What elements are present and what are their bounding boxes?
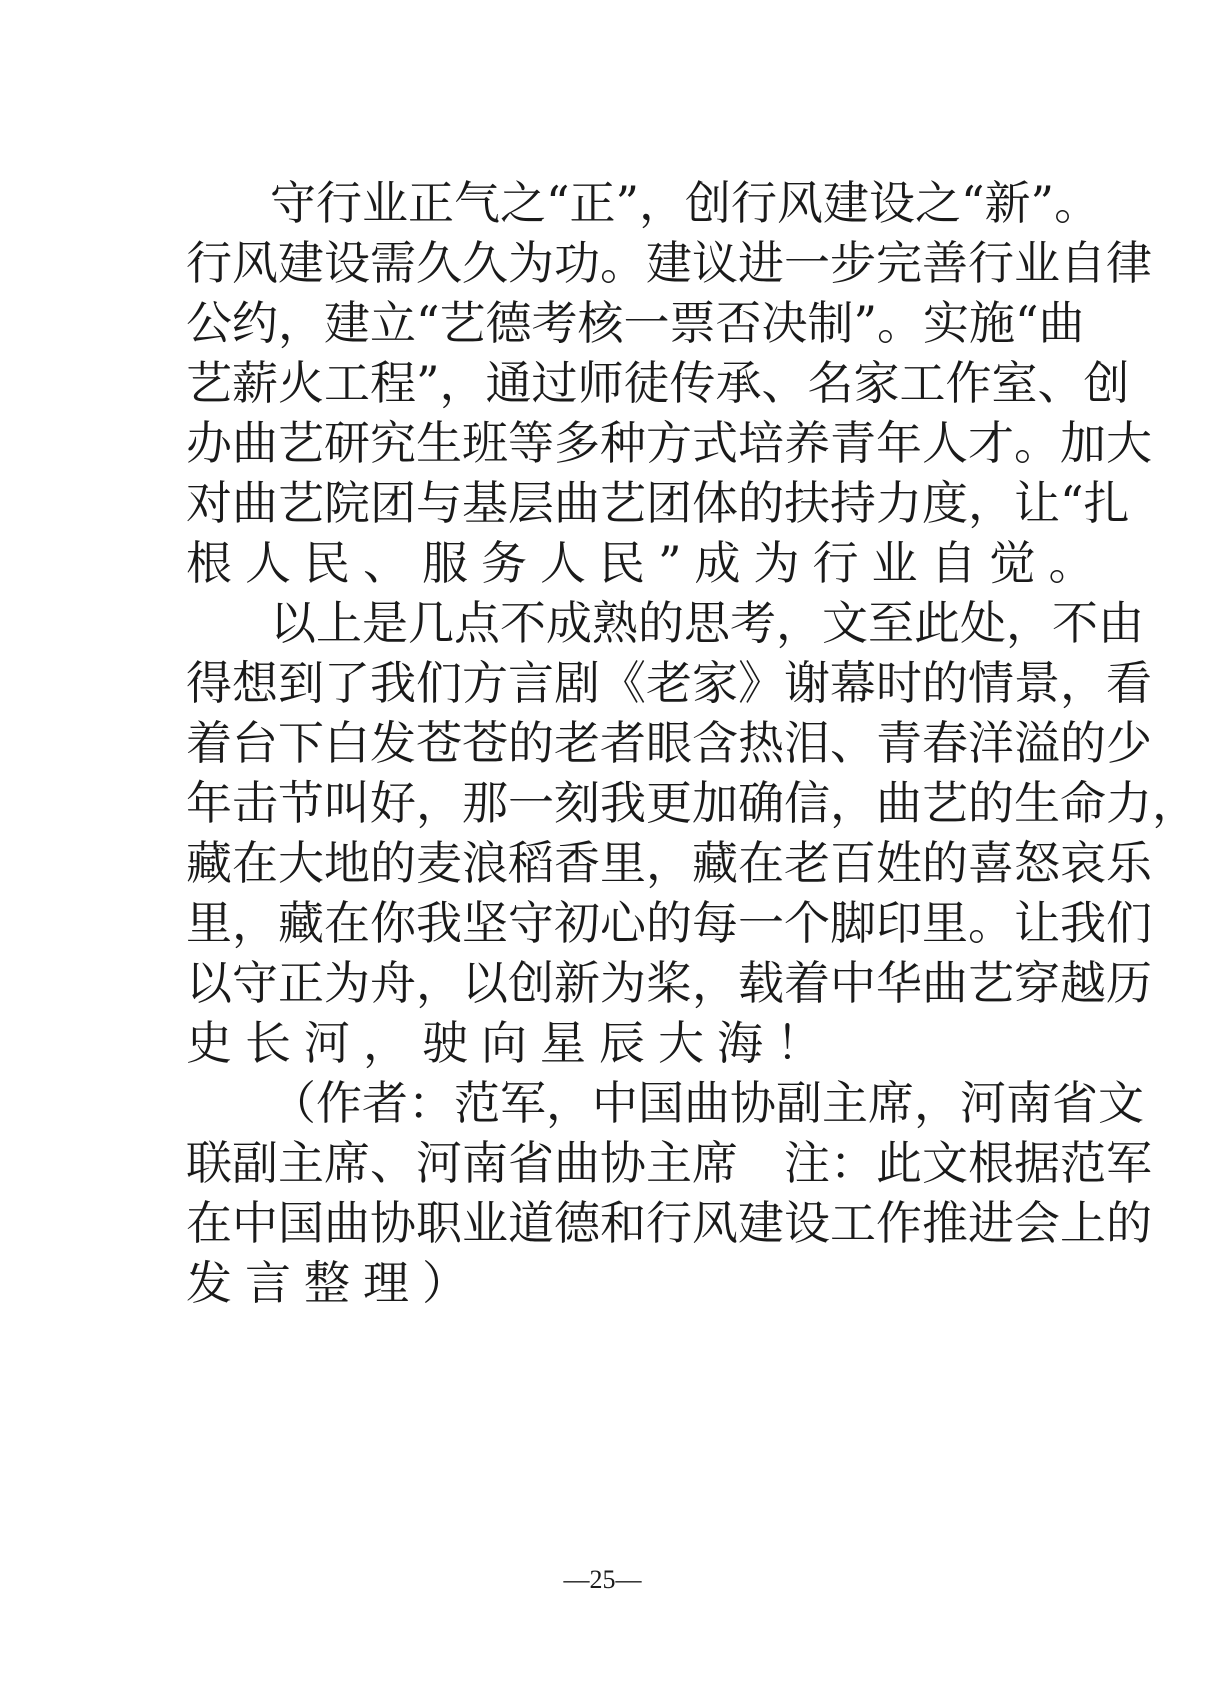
text-line: 年击节叫好，那一刻我更加确信，曲艺的生命力， [186,776,1198,830]
paragraph-conclusion [186,593,1198,1073]
text-line: 在中国曲协职业道德和行风建设工作推进会上的 [186,1196,1152,1250]
text-line: 公约，建立“艺德考核一票否决制”。实施“曲 [186,296,1085,350]
text-line: （作者：范军，中国曲协副主席，河南省文 [270,1076,1144,1130]
text-line: 办曲艺研究生班等多种方式培养青年人才。加大 [186,416,1152,470]
text-line: 行风建设需久久为功。建议进一步完善行业自律 [186,236,1152,290]
text-line: 史长河，驶向星辰大海！ [186,1016,835,1070]
text-line: 守行业正气之“正”，创行风建设之“新”。 [270,176,1101,230]
author-note [186,1073,1152,1313]
article-body [186,173,1198,1313]
text-line: 以守正为舟，以创新为桨，载着中华曲艺穿越历 [186,956,1152,1010]
text-line: 对曲艺院团与基层曲艺团体的扶持力度，让“扎 [186,476,1130,530]
text-line: 里，藏在你我坚守初心的每一个脚印里。让我们 [186,896,1152,950]
text-line: 联副主席、河南省曲协主席 注：此文根据范军 [186,1136,1152,1190]
page-number: —25— [563,1565,642,1594]
text-line: 藏在大地的麦浪稻香里，藏在老百姓的喜怒哀乐 [186,836,1152,890]
text-line: 以上是几点不成熟的思考，文至此处，不由 [270,596,1144,650]
text-line: 发言整理） [186,1256,481,1310]
text-line: 着台下白发苍苍的老者眼含热泪、青春洋溢的少 [186,716,1152,770]
text-line: 根人民、服务人民”成为行业自觉。 [186,536,1108,590]
text-line: 得想到了我们方言剧《老家》谢幕时的情景，看 [186,656,1152,710]
paragraph-industry-ethics [186,173,1152,593]
text-line: 艺薪火工程”，通过师徒传承、名家工作室、创 [186,356,1130,410]
